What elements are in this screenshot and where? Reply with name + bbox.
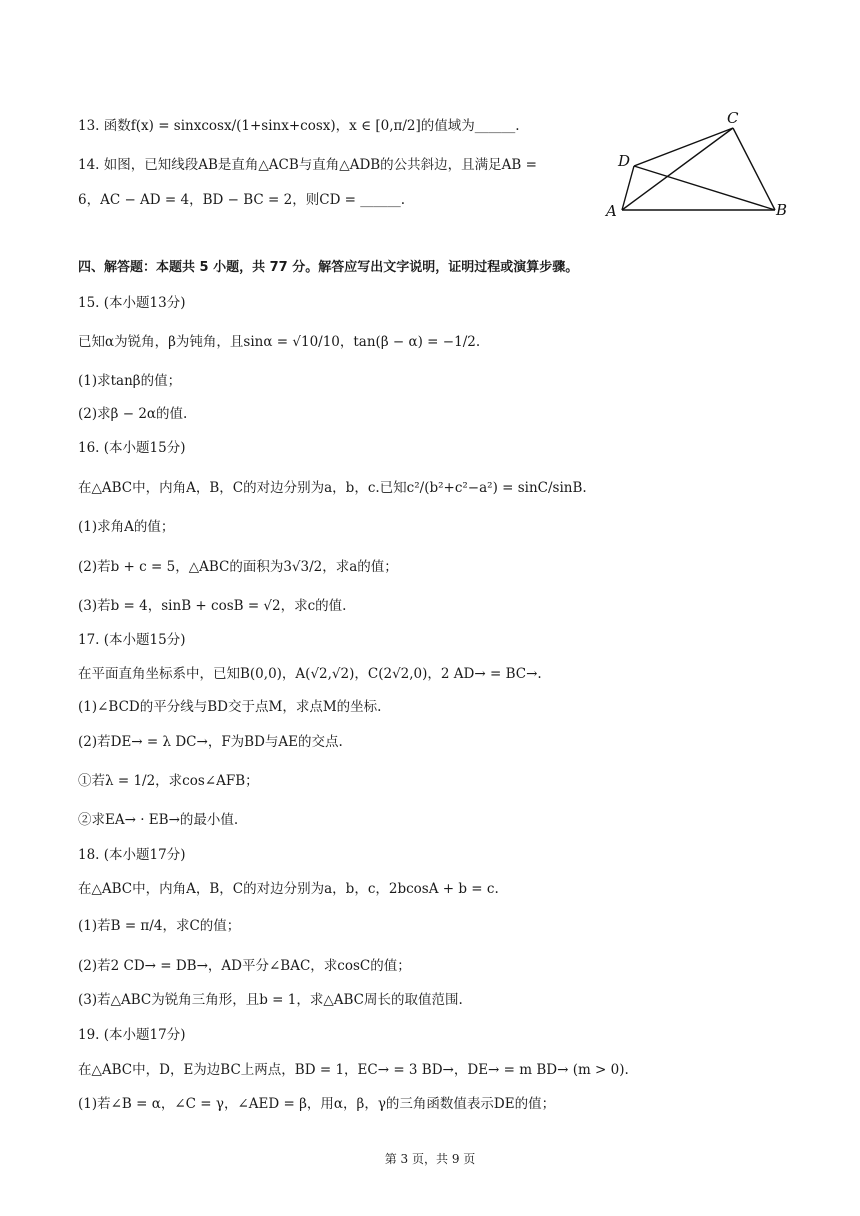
line-q16-3: (3)若b = 4，sinB + cosB = √2，求c的值.: [78, 598, 347, 614]
segment-ac: [622, 128, 733, 210]
segment-cb: [733, 128, 775, 210]
segment-ad: [622, 166, 634, 210]
label-b: B: [776, 201, 788, 219]
line-q14b: 6，AC − AD = 4，BD − BC = 2，则CD = ______.: [78, 192, 406, 208]
line-q17-title: 17. (本小题15分): [78, 632, 186, 648]
line-q16-title: 16. (本小题15分): [78, 440, 186, 456]
line-q17-stem: 在平面直角坐标系中，已知B(0,0)，A(√2,√2)，C(2√2,0)，2 AD→ = BC→.: [78, 666, 542, 682]
page-footer: 第 3 页，共 9 页: [384, 1152, 476, 1166]
line-q19-1: (1)若∠B = α，∠C = γ，∠AED = β，用α，β，γ的三角函数值表示DE的值；: [78, 1096, 556, 1112]
line-q18-stem: 在△ABC中，内角A，B，C的对边分别为a，b，c，2bcosA + b = c.: [78, 881, 499, 897]
section-heading: 四、解答题：本题共 5 小题，共 77 分。解答应写出文字说明，证明过程或演算步骤。: [78, 260, 579, 275]
line-q17-2b: ②求EA→ · EB→的最小值.: [78, 812, 239, 828]
line-q17-2a: ①若λ = 1/2，求cos∠AFB；: [78, 773, 259, 789]
line-q18-3: (3)若△ABC为锐角三角形，且b = 1，求△ABC周长的取值范围.: [78, 992, 463, 1008]
line-q17-1: (1)∠BCD的平分线与BD交于点M，求点M的坐标.: [78, 699, 382, 715]
label-c: C: [727, 109, 739, 127]
line-q18-1: (1)若B = π/4，求C的值；: [78, 918, 241, 934]
line-q15-stem: 已知α为锐角，β为钝角，且sinα = √10/10，tan(β − α) = −1/2.: [78, 334, 481, 350]
line-q18-title: 18. (本小题17分): [78, 847, 186, 863]
line-q14a: 14. 如图，已知线段AB是直角△ACB与直角△ADB的公共斜边，且满足AB =: [78, 157, 537, 173]
line-q19-stem: 在△ABC中，D，E为边BC上两点，BD = 1，EC→ = 3 BD→，DE→ = m BD→ (m > 0).: [78, 1062, 629, 1078]
line-q19-title: 19. (本小题17分): [78, 1027, 186, 1043]
segment-db: [634, 166, 775, 210]
line-q16-stem: 在△ABC中，内角A，B，C的对边分别为a，b，c.已知c²/(b²+c²−a²) = sinC/sinB.: [78, 480, 587, 496]
line-q13: 13. 函数f(x) = sinxcosx/(1+sinx+cosx)，x ∈ [0,π/2]的值域为______.: [78, 118, 520, 134]
line-q15-2: (2)求β − 2α的值.: [78, 406, 188, 422]
label-a: A: [606, 202, 617, 220]
line-q15-1: (1)求tanβ的值；: [78, 373, 182, 389]
line-q15-title: 15. (本小题13分): [78, 295, 186, 311]
line-q18-2: (2)若2 CD→ = DB→，AD平分∠BAC，求cosC的值；: [78, 958, 411, 974]
segment-dc: [634, 128, 733, 166]
line-q17-2: (2)若DE→ = λ DC→，F为BD与AE的交点.: [78, 734, 343, 750]
line-q16-2: (2)若b + c = 5，△ABC的面积为3√3/2，求a的值；: [78, 559, 398, 575]
line-q16-1: (1)求角A的值；: [78, 519, 175, 535]
label-d: D: [618, 152, 631, 170]
triangle-figure: [600, 108, 800, 223]
